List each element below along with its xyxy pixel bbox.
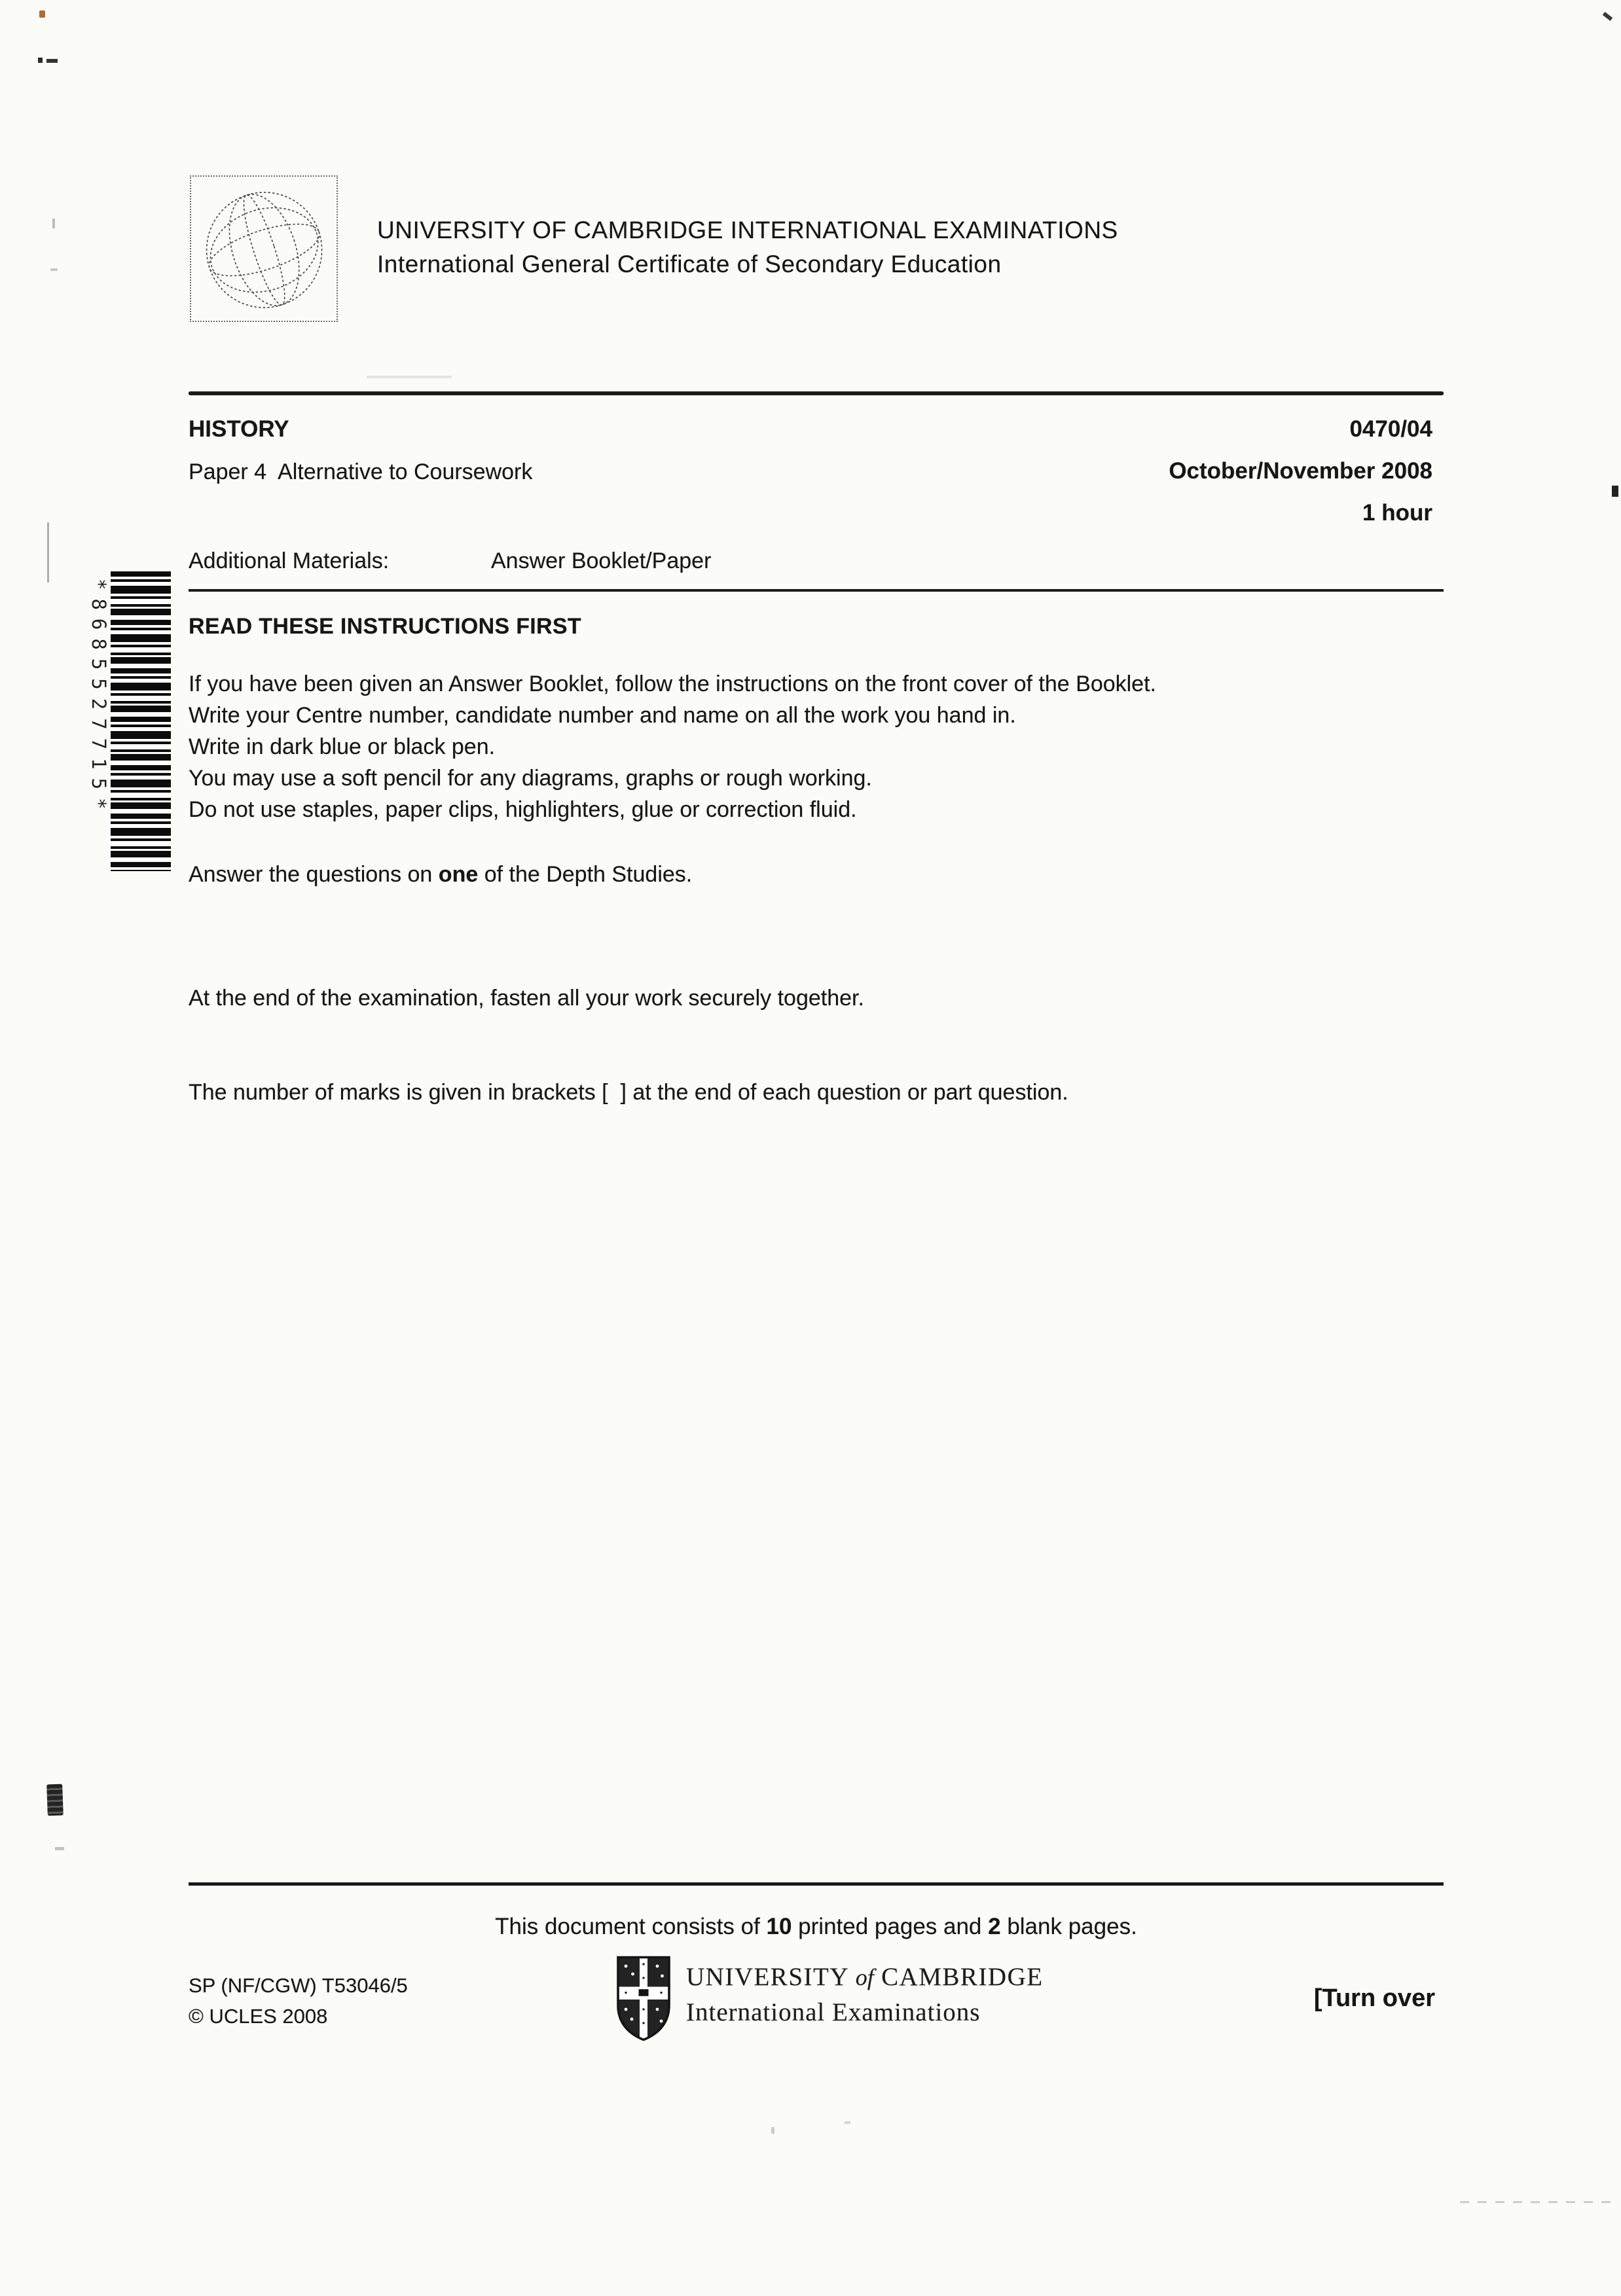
scan-artifact [1460,2201,1617,2203]
qualification-name: International General Certificate of Secondary Education [377,251,1002,278]
paper-code: 0470/04 [1349,416,1432,442]
scan-artifact [46,1784,64,1816]
wordmark-of: of [855,1964,874,1990]
scan-artifact [1603,12,1613,21]
instructions-list [189,668,1341,825]
exam-duration: 1 hour [1362,500,1432,526]
scan-artifact [771,2127,774,2134]
instruction-line: You may use a soft pencil for any diagrams, graphs or rough working. [189,766,872,791]
scan-artifact [38,58,43,63]
globe-icon [191,312,337,323]
printed-pages-count: 10 [766,1914,792,1939]
scan-artifact [39,10,45,18]
materials-rule [189,589,1444,592]
scan-artifact [845,2121,850,2124]
answer-instruction-suffix: of the Depth Studies. [478,862,693,887]
closing-instruction-line: At the end of the examination, fasten all your work securely together. [189,986,864,1011]
imprint-copyright: © UCLES 2008 [189,2005,328,2028]
answer-instruction [189,862,692,888]
barcode-number: *8685527715* [88,579,110,818]
cie-globe-logo [190,175,338,322]
scan-artifact [47,522,49,583]
page-count-line [189,1914,1444,1940]
answer-instruction-prefix: Answer the questions on [189,862,439,887]
footer-wordmark [686,1962,1044,2027]
header-rule [189,391,1444,395]
barcode-bars [111,571,171,871]
additional-materials-value: Answer Booklet/Paper [491,548,712,573]
page-count-mid: printed pages and [792,1914,989,1939]
footer-rule [189,1882,1444,1886]
wordmark-university: UNIVERSITY [686,1963,848,1991]
imprint-code: SP (NF/CGW) T53046/5 [189,1974,408,1997]
footer-org-line1 [686,1962,1044,1992]
closing-instruction-line: The number of marks is given in brackets [ ] at the end of each question or part question. [189,1080,1068,1105]
additional-materials-label: Additional Materials: [189,548,390,573]
answer-instruction-emphasis: one [438,862,479,887]
scan-artifact [46,59,58,63]
wordmark-cambridge: CAMBRIDGE [881,1963,1044,1991]
header-org-block [377,213,1118,281]
closing-instructions [189,920,1367,1171]
blank-pages-count: 2 [988,1914,1001,1939]
subject-title: HISTORY [189,416,289,442]
instruction-line: If you have been given an Answer Booklet, follow the instructions on the front cover of the Booklet. [189,672,1156,696]
scan-artifact [52,219,55,228]
footer-org-line2: International Examinations [686,1998,981,2026]
scan-artifact [367,376,452,378]
scan-artifact [55,1847,64,1850]
instructions-heading: READ THESE INSTRUCTIONS FIRST [189,614,581,639]
scan-artifact [50,268,58,271]
turn-over-label: [Turn over [1313,1984,1435,2012]
imprint-block [189,1970,408,2032]
exam-session: October/November 2008 [1169,458,1432,484]
paper-title: Paper 4 Alternative to Coursework [189,459,533,484]
cambridge-shield-icon [614,1954,673,2046]
instruction-line: Write in dark blue or black pen. [189,734,496,759]
page-count-suffix: blank pages. [1000,1914,1137,1939]
instruction-line: Do not use staples, paper clips, highlighters, glue or correction fluid. [189,797,857,822]
page-count-prefix: This document consists of [495,1914,767,1939]
instruction-line: Write your Centre number, candidate number and name on all the work you hand in. [189,703,1016,728]
scan-artifact [1612,486,1618,497]
organization-name: UNIVERSITY OF CAMBRIDGE INTERNATIONAL EXAMINATIONS [377,217,1118,243]
